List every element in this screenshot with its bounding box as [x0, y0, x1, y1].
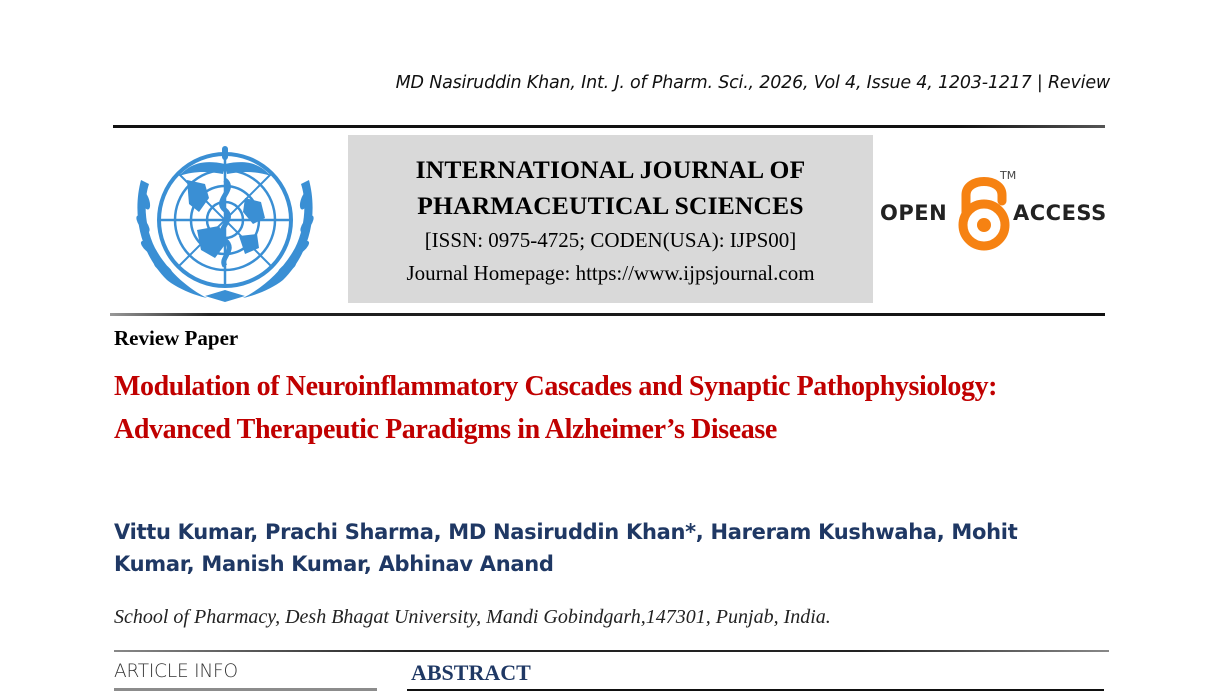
running-header: MD Nasiruddin Khan, Int. J. of Pharm. Sci., 2026, Vol 4, Issue 4, 1203-1217 | Review	[395, 73, 1110, 93]
abstract-heading: ABSTRACT	[411, 660, 531, 685]
paper-title: Modulation of Neuroinflammatory Cascades and Synaptic Pathophysiology: Advanced Therapeutic Paradigms in Alzheimer’s Disease	[114, 371, 998, 445]
issn-coden: [ISSN: 0975-4725; CODEN(USA): IJPS00]	[424, 228, 797, 252]
journal-name-line1: INTERNATIONAL JOURNAL OF	[415, 155, 806, 184]
abstract-underline	[407, 689, 1104, 691]
open-access-badge	[880, 165, 1110, 255]
open-access-access-text: ACCESS	[1013, 201, 1107, 225]
author-list: Vittu Kumar, Prachi Sharma, MD Nasiruddin Khan*, Hareram Kushwaha, Mohit Kumar, Manish Kumar, Abhinav Anand	[114, 520, 1018, 576]
paper-type-label: Review Paper	[114, 326, 239, 350]
trademark-mark: TM	[1000, 169, 1017, 182]
affiliation: School of Pharmacy, Desh Bhagat University, Mandi Gobindgarh,147301, Punjab, India.	[114, 606, 831, 628]
journal-homepage[interactable]: Journal Homepage: https://www.ijpsjournal.com	[406, 261, 815, 285]
journal-logo-icon	[127, 140, 323, 305]
journal-name-line2: PHARMACEUTICAL SCIENCES	[417, 191, 804, 220]
open-access-open-text: OPEN	[880, 201, 948, 225]
affiliation-divider	[114, 650, 1109, 652]
masthead-bottom-rule	[110, 313, 1105, 316]
article-info-underline	[114, 688, 377, 691]
masthead-top-rule	[113, 125, 1105, 128]
journal-masthead	[348, 135, 873, 303]
article-info-heading: ARTICLE INFO	[114, 661, 238, 682]
